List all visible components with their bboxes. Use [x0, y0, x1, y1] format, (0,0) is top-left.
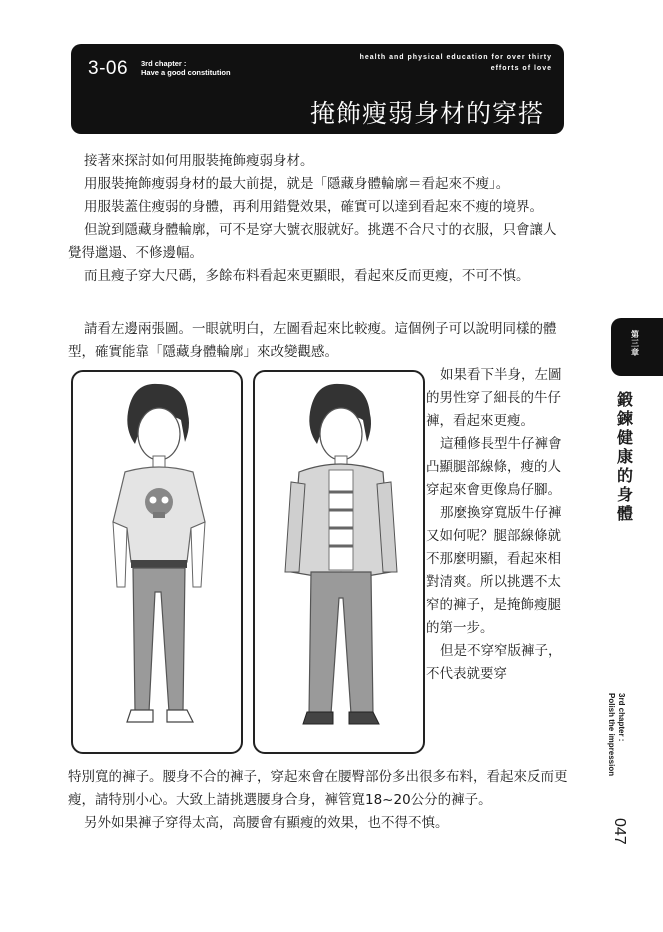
column-paragraph: 那麼換穿寬版牛仔褲又如何呢？腿部線條就不那麼明顯，看起來相對清爽。所以挑選不太窄的褲子，是掩飾瘦腿的第一步。	[426, 505, 562, 636]
tagline: health and physical education for over thirty efforts of love	[359, 54, 552, 72]
continuation-paragraph: 特別寬的褲子。腰身不合的褲子，穿起來會在腰臀部份多出很多布料，看起來反而更瘦，請特別小心。大致上請挑選腰身合身，褲管寬18~20公分的褲子。	[68, 769, 568, 808]
section-banner	[71, 44, 564, 134]
side-chapter-english: 3rd chapter : Polish the impression	[607, 693, 626, 777]
intro-paragraph: 接著來探討如何用服裝掩飾瘦弱身材。	[84, 153, 314, 169]
chapter-subtitle: 3rd chapter : Have a good constitution	[141, 59, 231, 77]
intro-paragraph: 而且瘦子穿大尺碼，多餘布料看起來更顯眼，看起來反而更瘦，不可不慎。	[84, 268, 530, 284]
intro-paragraph: 但說到隱藏身體輪廓，可不是穿大號衣服就好。挑選不合尺寸的衣服，只會讓人覺得邋遢、不修邊幅。	[68, 222, 557, 261]
bottom-text	[68, 766, 568, 835]
intro-paragraph: 用服裝蓋住瘦弱的身體，再利用錯覺效果，確實可以達到看起來不瘦的境界。	[84, 199, 543, 215]
column-text	[426, 364, 570, 686]
section-number: 3-06	[88, 58, 129, 79]
column-paragraph: 如果看下半身，左圖的男性穿了細長的牛仔褲，看起來更瘦。	[426, 367, 562, 429]
figure-right	[253, 370, 425, 754]
column-paragraph: 這種修長型牛仔褲會凸顯腿部線條，瘦的人穿起來會更像鳥仔腳。	[426, 436, 562, 498]
page-number: 047	[611, 818, 628, 845]
column-paragraph: 但是不穿窄版褲子，不代表就要穿	[426, 643, 562, 682]
chapter-title-vertical: 鍛鍊健康的身體	[616, 390, 633, 523]
figure-left	[71, 370, 243, 754]
loose-outfit-illustration	[255, 372, 423, 752]
slim-outfit-illustration	[73, 372, 241, 752]
page-title: 掩飾瘦弱身材的穿搭	[309, 99, 544, 128]
intro-paragraph: 用服裝掩飾瘦弱身材的最大前提，就是「隱藏身體輪廓＝看起來不瘦」。	[84, 176, 510, 192]
compare-text	[68, 318, 568, 364]
compare-paragraph: 請看左邊兩張圖。一眼就明白，左圖看起來比較瘦。這個例子可以說明同樣的體型，確實能靠「隱藏身體輪廓」來改變觀感。	[68, 321, 557, 360]
chapter-tab-label: 第三章	[631, 330, 639, 357]
intro-text	[68, 150, 568, 288]
closing-paragraph: 另外如果褲子穿得太高，高腰會有顯瘦的效果，也不得不慎。	[84, 815, 449, 831]
